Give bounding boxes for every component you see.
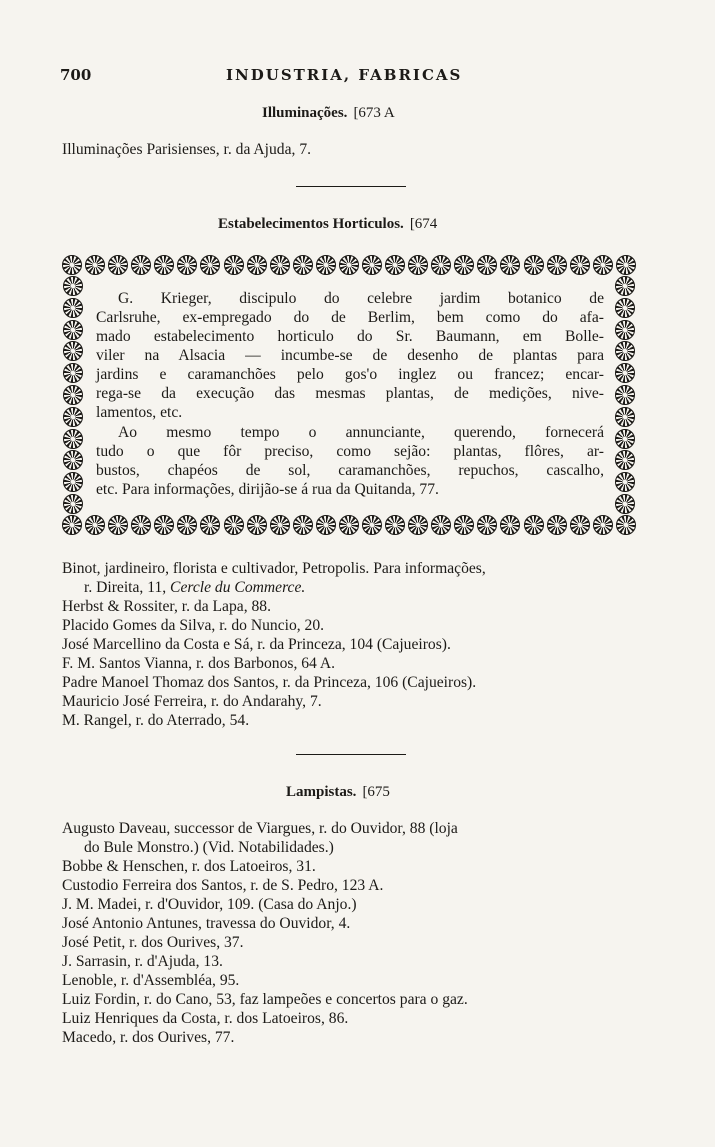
rosette-ornament [293, 515, 313, 535]
rosette-ornament [63, 407, 83, 427]
rosette-ornament [200, 515, 220, 535]
rosette-ornament [62, 255, 82, 275]
rosette-ornament [615, 450, 635, 470]
entry-line: Custodio Ferreira dos Santos, r. de S. Pedro, 123 A. [62, 877, 384, 894]
entry-line: Herbst & Rossiter, r. da Lapa, 88. [62, 598, 271, 615]
rosette-ornament [408, 515, 428, 535]
rosette-ornament [616, 255, 636, 275]
rosette-ornament [615, 472, 635, 492]
page-number: 700 [60, 66, 92, 84]
entry-line: Mauricio José Ferreira, r. do Andarahy, 7. [62, 693, 322, 710]
rosette-ornament [615, 363, 635, 383]
rosette-ornament [177, 515, 197, 535]
rosette-ornament [270, 255, 290, 275]
rosette-ornament [63, 385, 83, 405]
entry-line: José Marcellino da Costa e Sá, r. da Princeza, 104 (Cajueiros). [62, 636, 451, 653]
rosette-ornament [131, 515, 151, 535]
entry-italic: Cercle du Commerce. [170, 579, 306, 596]
rosette-ornament [339, 255, 359, 275]
rosette-ornament [524, 255, 544, 275]
rosette-ornament [570, 515, 590, 535]
rosette-ornament [108, 255, 128, 275]
advertisement-box [62, 254, 636, 536]
section-title: Illuminações. [262, 105, 348, 121]
entry-line: M. Rangel, r. do Aterrado, 54. [62, 712, 250, 729]
section-number: [675 [362, 784, 390, 800]
ad-line: bustos, chapéos de sol, caramanchões, repuchos, cascalho, [96, 462, 604, 479]
rosette-ornament [63, 320, 83, 340]
rosette-ornament [593, 515, 613, 535]
rosette-ornament [547, 515, 567, 535]
rosette-ornament [593, 255, 613, 275]
rosette-ornament [247, 255, 267, 275]
rosette-ornament [247, 515, 267, 535]
section-title: Lampistas. [286, 784, 357, 800]
entry-line: Padre Manoel Thomaz dos Santos, r. da Princeza, 106 (Cajueiros). [62, 674, 477, 691]
entry-line: Bobbe & Henschen, r. dos Latoeiros, 31. [62, 858, 316, 875]
entry-line: Luiz Fordin, r. do Cano, 53, faz lampeões e concertos para o gaz. [62, 991, 468, 1008]
rosette-ornament [524, 515, 544, 535]
ad-line: G. Krieger, discipulo do celebre jardim botanico de [118, 290, 604, 307]
rosette-ornament [615, 298, 635, 318]
section-heading-lampistas [286, 784, 390, 801]
ad-line: etc. Para informações, dirijão-se á rua da Quitanda, 77. [96, 481, 439, 498]
rosette-ornament [362, 515, 382, 535]
running-header [60, 66, 640, 88]
rosette-ornament [362, 255, 382, 275]
rosette-ornament [63, 429, 83, 449]
section-title: Estabelecimentos Horticulos. [218, 216, 404, 232]
rosette-ornament [63, 276, 83, 296]
ad-line: tudo o que fôr preciso, como sejão: plantas, flôres, ar- [96, 443, 604, 460]
rosette-ornament [62, 515, 82, 535]
ad-line: mado estabelecimento horticulo do Sr. Baumann, em Bolle- [96, 328, 604, 345]
ad-line: jardins e caramanchões pelo gos'o inglez ou francez; encar- [96, 366, 604, 383]
rosette-ornament [615, 320, 635, 340]
rosette-ornament [547, 255, 567, 275]
section-divider [296, 186, 406, 187]
ad-line: lamentos, etc. [96, 404, 183, 421]
ad-line: Carlsruhe, ex-empregado do de Berlim, bem como do afa- [96, 309, 604, 326]
rosette-ornament [615, 385, 635, 405]
ornament-border-right [614, 276, 636, 514]
rosette-ornament [63, 298, 83, 318]
rosette-ornament [339, 515, 359, 535]
rosette-ornament [293, 255, 313, 275]
ornament-border-bottom [62, 514, 636, 536]
rosette-ornament [570, 255, 590, 275]
rosette-ornament [454, 515, 474, 535]
rosette-ornament [615, 407, 635, 427]
rosette-ornament [615, 494, 635, 514]
entry-line: J. Sarrasin, r. d'Ajuda, 13. [62, 953, 223, 970]
rosette-ornament [200, 255, 220, 275]
entry-line: do Bule Monstro.) (Vid. Notabilidades.) [84, 839, 334, 856]
rosette-ornament [224, 255, 244, 275]
rosette-ornament [316, 255, 336, 275]
rosette-ornament [385, 255, 405, 275]
rosette-ornament [500, 515, 520, 535]
entry-line: Augusto Daveau, successor de Viargues, r. do Ouvidor, 88 (loja [62, 820, 458, 837]
rosette-ornament [154, 255, 174, 275]
entry-line-continued [84, 579, 305, 597]
rosette-ornament [477, 255, 497, 275]
entry-line: Lenoble, r. d'Assembléa, 95. [62, 972, 240, 989]
entry-line: Binot, jardineiro, florista e cultivador, Petropolis. Para informações, [62, 560, 486, 577]
section-number: [674 [409, 216, 438, 232]
rosette-ornament [615, 276, 635, 296]
rosette-ornament [270, 515, 290, 535]
rosette-ornament [63, 494, 83, 514]
running-title: INDUSTRIA, FABRICAS [226, 66, 463, 84]
rosette-ornament [63, 363, 83, 383]
rosette-ornament [108, 515, 128, 535]
ad-line: rega-se da execução das mesmas plantas, de medições, nive- [96, 385, 604, 402]
rosette-ornament [224, 515, 244, 535]
rosette-ornament [131, 255, 151, 275]
entry-line: Macedo, r. dos Ourives, 77. [62, 1029, 235, 1046]
rosette-ornament [154, 515, 174, 535]
rosette-ornament [63, 341, 83, 361]
entry-line: José Antonio Antunes, travessa do Ouvidor, 4. [62, 915, 351, 932]
section-heading-illuminacoes [262, 105, 395, 122]
ad-line: Ao mesmo tempo o annunciante, querendo, fornecerá [118, 424, 604, 441]
rosette-ornament [85, 515, 105, 535]
entry-line: Luiz Henriques da Costa, r. dos Latoeiros, 86. [62, 1010, 349, 1027]
rosette-ornament [385, 515, 405, 535]
rosette-ornament [454, 255, 474, 275]
section-number: [673 A [353, 105, 395, 121]
entry-line: Placido Gomes da Silva, r. do Nuncio, 20. [62, 617, 325, 634]
rosette-ornament [177, 255, 197, 275]
rosette-ornament [63, 450, 83, 470]
rosette-ornament [431, 255, 451, 275]
rosette-ornament [615, 429, 635, 449]
rosette-ornament [477, 515, 497, 535]
rosette-ornament [85, 255, 105, 275]
entry-line: J. M. Madei, r. d'Ouvidor, 109. (Casa do Anjo.) [62, 896, 357, 913]
rosette-ornament [63, 472, 83, 492]
section-divider [296, 754, 406, 755]
ornament-border-top [62, 254, 636, 276]
entry-text: r. Direita, 11, [84, 579, 171, 596]
rosette-ornament [316, 515, 336, 535]
entry-line: José Petit, r. dos Ourives, 37. [62, 934, 244, 951]
ornament-border-left [62, 276, 84, 514]
rosette-ornament [500, 255, 520, 275]
entry-line: Illuminações Parisienses, r. da Ajuda, 7. [62, 141, 312, 158]
entry-line: F. M. Santos Vianna, r. dos Barbonos, 64 A. [62, 655, 336, 672]
rosette-ornament [431, 515, 451, 535]
ad-line: viler na Alsacia — incumbe-se de desenho de plantas para [96, 347, 604, 364]
rosette-ornament [615, 341, 635, 361]
rosette-ornament [616, 515, 636, 535]
rosette-ornament [408, 255, 428, 275]
section-heading-horticulos [218, 216, 437, 233]
